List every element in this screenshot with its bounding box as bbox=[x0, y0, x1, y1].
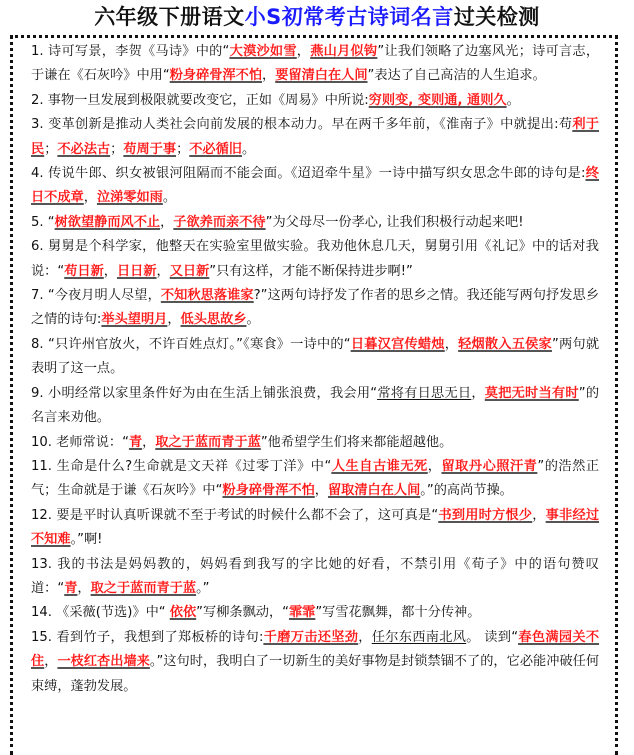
question-text: ”的浩然正气；生命就是于谦《石灰吟》中“ bbox=[31, 458, 600, 499]
question-item bbox=[31, 162, 599, 211]
answer-text: 粉身碎骨浑不怕 bbox=[222, 483, 315, 499]
question-text: 15. 看到竹子，我想到了郑板桥的诗句: bbox=[31, 629, 264, 645]
answer-text: 莫把无时当有时 bbox=[484, 385, 579, 401]
question-text: 。 bbox=[506, 92, 520, 108]
question-text: 。 bbox=[162, 190, 177, 206]
question-text: ， bbox=[532, 507, 546, 523]
answer-text: 不必法古 bbox=[57, 141, 111, 157]
question-text: 13. 我的书法是妈妈教的，妈妈看到我写的字比她的好看，不禁引用《荀子》中的语句赞叹道：“ bbox=[31, 556, 599, 596]
answer-text: 春色满园关不住 bbox=[31, 629, 600, 670]
question-text: ， bbox=[427, 458, 442, 474]
answer-text: 青 bbox=[128, 434, 143, 450]
question-text: ， bbox=[77, 580, 91, 596]
question-text: ”写雪花飘舞，都十分传神。 bbox=[315, 605, 481, 621]
question-text: 3. 变革创新是推动人类社会向前发展的根本动力。早在两千多年前，《淮南子》中就提出:苟 bbox=[31, 117, 573, 133]
question-text: ， bbox=[156, 263, 170, 279]
question-item bbox=[31, 601, 599, 625]
question-text: ”表达了自己高洁的人生追求。 bbox=[367, 68, 546, 84]
question-item bbox=[31, 333, 599, 382]
question-text: 14. 《采薇(节选)》中“ bbox=[31, 605, 170, 621]
question-text: ， bbox=[262, 68, 276, 84]
answer-text: 又日新 bbox=[169, 263, 210, 279]
answer-text: 终日不成章 bbox=[31, 166, 599, 206]
answer-text: 穷则变, 变则通, 通则久 bbox=[368, 92, 507, 108]
question-text: ， bbox=[358, 629, 372, 645]
title-part-3: 过关检测 bbox=[453, 5, 540, 29]
underlined-text: 任尔东西南北风 bbox=[371, 629, 467, 645]
question-text: 。 bbox=[242, 141, 256, 157]
question-text: ， bbox=[296, 44, 311, 59]
question-text: 7. “今夜月明人尽望， bbox=[31, 288, 161, 304]
answer-text: 不必循旧 bbox=[189, 141, 242, 157]
question-list bbox=[31, 40, 599, 699]
question-text: ”写柳条飘动，“ bbox=[196, 605, 289, 621]
answer-text: 一枝红杏出墙来 bbox=[57, 654, 150, 670]
question-item bbox=[31, 626, 599, 699]
question-text: 11. 生命是什么?生命就是文天祥《过零丁洋》中“ bbox=[31, 458, 332, 474]
answer-text: 燕山月似钩 bbox=[310, 44, 378, 59]
question-text: ， bbox=[103, 263, 117, 279]
question-text: 。”啊! bbox=[70, 532, 103, 548]
question-item bbox=[31, 284, 599, 333]
question-text: ， bbox=[83, 190, 97, 206]
answer-text: 树欲望静而风不止 bbox=[54, 214, 161, 230]
question-text: 8. “只许州官放火，不许百姓点灯。”《寒食》一诗中的“ bbox=[31, 336, 351, 352]
answer-text: 粉身碎骨浑不怕 bbox=[169, 68, 263, 84]
answer-text: 日日新 bbox=[116, 263, 157, 279]
question-item bbox=[31, 431, 599, 455]
question-item bbox=[31, 553, 599, 602]
question-text: ； bbox=[176, 141, 190, 157]
question-item bbox=[31, 455, 599, 504]
question-text: 5. “ bbox=[31, 214, 55, 230]
answer-text: 大漠沙如雪 bbox=[229, 44, 297, 59]
answer-text: 青 bbox=[64, 580, 78, 596]
answer-text: 千磨万击还坚劲 bbox=[263, 629, 359, 645]
answer-text: 举头望明月 bbox=[101, 312, 168, 328]
question-item bbox=[31, 235, 599, 284]
question-text: 。”的高尚节操。 bbox=[420, 483, 513, 499]
answer-text: 事非经过不知难 bbox=[31, 507, 600, 548]
question-text: 4. 传说牛郎、织女被银河阻隔而不能会面。《迢迢牵牛星》一诗中描写织女思念牛郎的诗句是: bbox=[31, 166, 586, 182]
question-text: 。 bbox=[246, 312, 260, 328]
answer-text: 利于民 bbox=[31, 117, 599, 157]
answer-text: 低头思故乡 bbox=[180, 312, 247, 328]
question-text: ， bbox=[142, 434, 156, 450]
question-item bbox=[31, 382, 599, 431]
question-text: ”的名言来劝他。 bbox=[31, 385, 600, 426]
question-text: ， bbox=[167, 312, 181, 328]
question-text: ， bbox=[160, 214, 174, 230]
question-text: ”让我们领略了边塞风光；诗可言志，于谦在《石灰吟》中用“ bbox=[31, 44, 600, 84]
question-text: 10. 老师常说：“ bbox=[31, 434, 129, 450]
underlined-text: 常将有日思无日 bbox=[377, 385, 472, 401]
question-item bbox=[31, 89, 599, 113]
page-title bbox=[0, 2, 634, 32]
question-text: 。 读到“ bbox=[466, 629, 519, 645]
question-text: ； bbox=[44, 141, 58, 157]
title-part-2: 小S初常考古诗词名言 bbox=[244, 5, 454, 29]
answer-text: 苟周于事 bbox=[123, 141, 177, 157]
answer-text: 书到用时方恨少 bbox=[438, 507, 533, 523]
question-text: 12. 要是平时认真听课就不至于考试的时候什么都不会了，这可真是“ bbox=[31, 507, 439, 523]
answer-text: 不知秋思落谁家 bbox=[160, 288, 254, 304]
answer-text: 泣涕零如雨 bbox=[96, 190, 163, 206]
answer-text: 留取清白在人间 bbox=[327, 483, 421, 499]
question-text: 1. 诗可写景，李贺《马诗》中的“ bbox=[31, 44, 230, 59]
answer-text: 日暮汉宫传蜡烛 bbox=[350, 336, 445, 352]
answer-text: 要留清白在人间 bbox=[275, 68, 368, 84]
question-item bbox=[31, 504, 599, 553]
question-text: ， bbox=[444, 336, 459, 352]
question-text: ”两句就表明了这一点。 bbox=[31, 336, 600, 377]
question-text: 。”这句时，我明白了一切新生的美好事物是封锁禁锢不了的，它必能冲破任何束缚，蓬勃发展。 bbox=[31, 654, 600, 694]
answer-text: 依依 bbox=[169, 605, 197, 621]
question-text: 6. 舅舅是个科学家，他整天在实验室里做实验。我劝他休息几天，舅舅引用《礼记》中的话对我说：“ bbox=[31, 239, 599, 279]
question-text: ， bbox=[471, 385, 485, 401]
question-text: 。” bbox=[196, 580, 210, 596]
question-text: ； bbox=[110, 141, 124, 157]
answer-text: 轻烟散入五侯家 bbox=[458, 336, 552, 352]
answer-text: 取之于蓝而青于蓝 bbox=[90, 580, 197, 596]
title-part-1: 六年级下册语文 bbox=[94, 5, 245, 29]
question-text: ， bbox=[44, 654, 58, 670]
question-text: 9. 小明经常以家里条件好为由在生活上铺张浪费，我会用“ bbox=[31, 385, 378, 401]
answer-text: 留取丹心照汗青 bbox=[441, 458, 538, 474]
question-item bbox=[31, 211, 599, 235]
question-text: ”只有这样，才能不断保持进步啊!” bbox=[209, 263, 413, 279]
answer-text: 苟日新 bbox=[64, 263, 104, 279]
question-text: ”他希望学生们将来都能超越他。 bbox=[260, 434, 453, 450]
question-text: ?”这两句诗抒发了作者的思乡之情。我还能写两句抒发思乡之情的诗句: bbox=[31, 288, 600, 328]
question-item bbox=[31, 40, 599, 89]
answer-text: 霏霏 bbox=[288, 605, 316, 621]
question-text: ， bbox=[314, 483, 328, 499]
question-text: ”为父母尽一份孝心, 让我们积极行动起来吧! bbox=[265, 214, 524, 230]
question-item bbox=[31, 113, 599, 162]
answer-text: 子欲养而亲不待 bbox=[173, 214, 266, 230]
answer-text: 人生自古谁无死 bbox=[331, 458, 428, 474]
question-text: 2. 事物一旦发展到极限就要改变它，正如《周易》中所说: bbox=[31, 92, 369, 108]
answer-text: 取之于蓝而青于蓝 bbox=[155, 434, 261, 450]
